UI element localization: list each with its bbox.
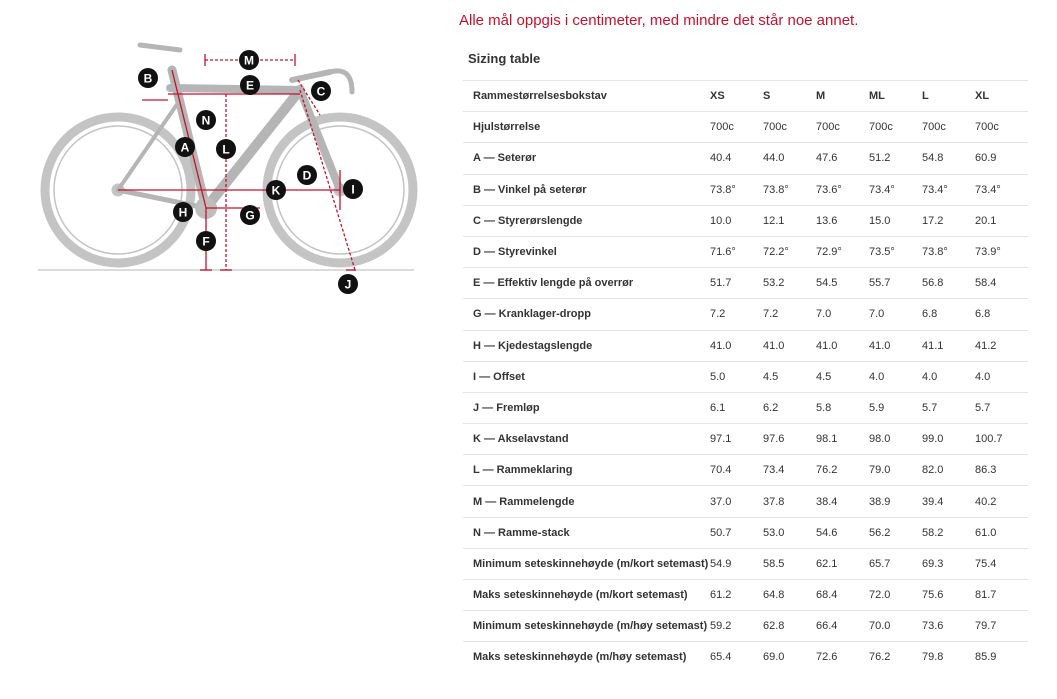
cell: 98.1 [816,424,869,455]
marker-m [239,50,259,70]
cell: 15.0 [869,205,922,236]
row-label: M — Rammelengde [463,486,710,517]
cell: 53.0 [763,517,816,548]
cell: 20.1 [975,205,1028,236]
row-label: D — Styrevinkel [463,236,710,267]
units-notice: Alle mål oppgis i centimeter, med mindre det står noe annet. [459,12,859,29]
cell: 65.4 [710,642,763,673]
cell: 7.2 [763,299,816,330]
cell: 50.7 [710,517,763,548]
cell: 7.2 [710,299,763,330]
cell: 55.7 [869,268,922,299]
cell: 4.0 [975,361,1028,392]
cell: 62.8 [763,611,816,642]
marker-f [196,231,216,251]
header-size: XL [975,81,1028,112]
cell: 76.2 [816,455,869,486]
marker-i [343,179,363,199]
cell: 41.0 [763,330,816,361]
cell: 65.7 [869,548,922,579]
cell: 4.5 [763,361,816,392]
cell: 100.7 [975,424,1028,455]
row-label: Minimum seteskinnehøyde (m/kort setemast) [463,548,710,579]
cell: 53.2 [763,268,816,299]
cell: 72.6 [816,642,869,673]
row-label: Hjulstørrelse [463,112,710,143]
table-row [463,268,1028,299]
cell: 38.4 [816,486,869,517]
marker-l [216,139,236,159]
cell: 700c [816,112,869,143]
cell: 40.4 [710,143,763,174]
cell: 37.8 [763,486,816,517]
cell: 13.6 [816,205,869,236]
table-row [463,299,1028,330]
cell: 60.9 [975,143,1028,174]
cell: 73.5° [869,236,922,267]
header-size: ML [869,81,922,112]
cell: 54.6 [816,517,869,548]
cell: 5.7 [975,392,1028,423]
row-label: Minimum seteskinnehøyde (m/høy setemast) [463,611,710,642]
cell: 69.0 [763,642,816,673]
svg-text:N: N [201,113,211,128]
table-body [463,112,1028,673]
cell: 700c [922,112,975,143]
table-row [463,236,1028,267]
table-row [463,143,1028,174]
cell: 56.2 [869,517,922,548]
cell: 58.2 [922,517,975,548]
cell: 75.4 [975,548,1028,579]
cell: 61.0 [975,517,1028,548]
cell: 7.0 [869,299,922,330]
cell: 54.5 [816,268,869,299]
cell: 6.1 [710,392,763,423]
cell: 41.0 [710,330,763,361]
cell: 41.0 [816,330,869,361]
table-row [463,424,1028,455]
cell: 81.7 [975,580,1028,611]
cell: 97.1 [710,424,763,455]
cell: 97.6 [763,424,816,455]
cell: 86.3 [975,455,1028,486]
table-row [463,361,1028,392]
cell: 69.3 [922,548,975,579]
cell: 70.4 [710,455,763,486]
cell: 73.6 [922,611,975,642]
marker-j [338,274,358,294]
table-header-row [463,81,1028,112]
cell: 54.9 [710,548,763,579]
cell: 72.2° [763,236,816,267]
bike-geometry-diagram [30,30,420,300]
cell: 72.0 [869,580,922,611]
cell: 5.9 [869,392,922,423]
cell: 56.8 [922,268,975,299]
cell: 73.4° [975,174,1028,205]
cell: 44.0 [763,143,816,174]
row-label: J — Fremløp [463,392,710,423]
svg-text:E: E [245,78,255,93]
cell: 12.1 [763,205,816,236]
table-row [463,455,1028,486]
row-label: B — Vinkel på seterør [463,174,710,205]
cell: 47.6 [816,143,869,174]
cell: 6.8 [922,299,975,330]
cell: 68.4 [816,580,869,611]
table-row [463,642,1028,673]
header-size: L [922,81,975,112]
row-label: A — Seterør [463,143,710,174]
cell: 700c [763,112,816,143]
svg-text:I: I [351,182,355,197]
svg-text:H: H [178,205,188,220]
svg-text:F: F [202,234,210,249]
cell: 51.2 [869,143,922,174]
row-label: E — Effektiv lengde på overrør [463,268,710,299]
svg-text:K: K [271,183,281,198]
row-label: Maks seteskinnehøyde (m/kort setemast) [463,580,710,611]
table-row [463,580,1028,611]
marker-c [311,81,331,101]
svg-text:G: G [245,208,255,223]
cell: 73.4° [922,174,975,205]
marker-d [297,165,317,185]
cell: 51.7 [710,268,763,299]
row-label: G — Kranklager-dropp [463,299,710,330]
cell: 59.2 [710,611,763,642]
cell: 38.9 [869,486,922,517]
cell: 73.9° [975,236,1028,267]
cell: 98.0 [869,424,922,455]
cell: 58.5 [763,548,816,579]
cell: 6.2 [763,392,816,423]
cell: 5.8 [816,392,869,423]
cell: 73.4 [763,455,816,486]
cell: 5.7 [922,392,975,423]
cell: 37.0 [710,486,763,517]
cell: 73.8° [710,174,763,205]
cell: 17.2 [922,205,975,236]
marker-n [196,110,216,130]
cell: 7.0 [816,299,869,330]
marker-g [240,205,260,225]
table-row [463,392,1028,423]
cell: 40.2 [975,486,1028,517]
cell: 82.0 [922,455,975,486]
cell: 70.0 [869,611,922,642]
cell: 41.2 [975,330,1028,361]
cell: 5.0 [710,361,763,392]
cell: 79.7 [975,611,1028,642]
cell: 10.0 [710,205,763,236]
cell: 85.9 [975,642,1028,673]
table-row [463,112,1028,143]
row-label: H — Kjedestagslengde [463,330,710,361]
table-row [463,548,1028,579]
cell: 4.0 [869,361,922,392]
table-row [463,205,1028,236]
header-size: M [816,81,869,112]
table-row [463,330,1028,361]
cell: 72.9° [816,236,869,267]
cell: 62.1 [816,548,869,579]
header-size: XS [710,81,763,112]
cell: 71.6° [710,236,763,267]
cell: 64.8 [763,580,816,611]
row-label: L — Rammeklaring [463,455,710,486]
sizing-table [463,80,1028,673]
cell: 73.8° [922,236,975,267]
svg-text:J: J [344,277,352,292]
cell: 700c [869,112,922,143]
svg-text:L: L [222,142,230,157]
cell: 61.2 [710,580,763,611]
cell: 54.8 [922,143,975,174]
marker-b [138,68,158,88]
table-row [463,174,1028,205]
cell: 4.0 [922,361,975,392]
cell: 700c [710,112,763,143]
cell: 6.8 [975,299,1028,330]
row-label: N — Ramme-stack [463,517,710,548]
cell: 75.6 [922,580,975,611]
marker-k [266,180,286,200]
row-label: C — Styrerørslengde [463,205,710,236]
cell: 700c [975,112,1028,143]
marker-h [173,202,193,222]
cell: 58.4 [975,268,1028,299]
table-row [463,611,1028,642]
header-label: Rammestørrelsesbokstav [463,81,710,112]
cell: 73.6° [816,174,869,205]
svg-text:B: B [143,71,153,86]
cell: 79.0 [869,455,922,486]
cell: 66.4 [816,611,869,642]
marker-e [240,75,260,95]
cell: 79.8 [922,642,975,673]
cell: 39.4 [922,486,975,517]
cell: 76.2 [869,642,922,673]
svg-text:M: M [244,53,254,68]
cell: 41.0 [869,330,922,361]
row-label: I — Offset [463,361,710,392]
row-label: K — Akselavstand [463,424,710,455]
cell: 73.8° [763,174,816,205]
cell: 73.4° [869,174,922,205]
header-size: S [763,81,816,112]
marker-a [175,137,195,157]
svg-text:D: D [302,168,312,183]
svg-text:A: A [180,140,190,155]
row-label: Maks seteskinnehøyde (m/høy setemast) [463,642,710,673]
table-row [463,486,1028,517]
cell: 4.5 [816,361,869,392]
cell: 41.1 [922,330,975,361]
sizing-table-title: Sizing table [468,51,541,66]
table-row [463,517,1028,548]
svg-text:C: C [316,84,326,99]
cell: 99.0 [922,424,975,455]
